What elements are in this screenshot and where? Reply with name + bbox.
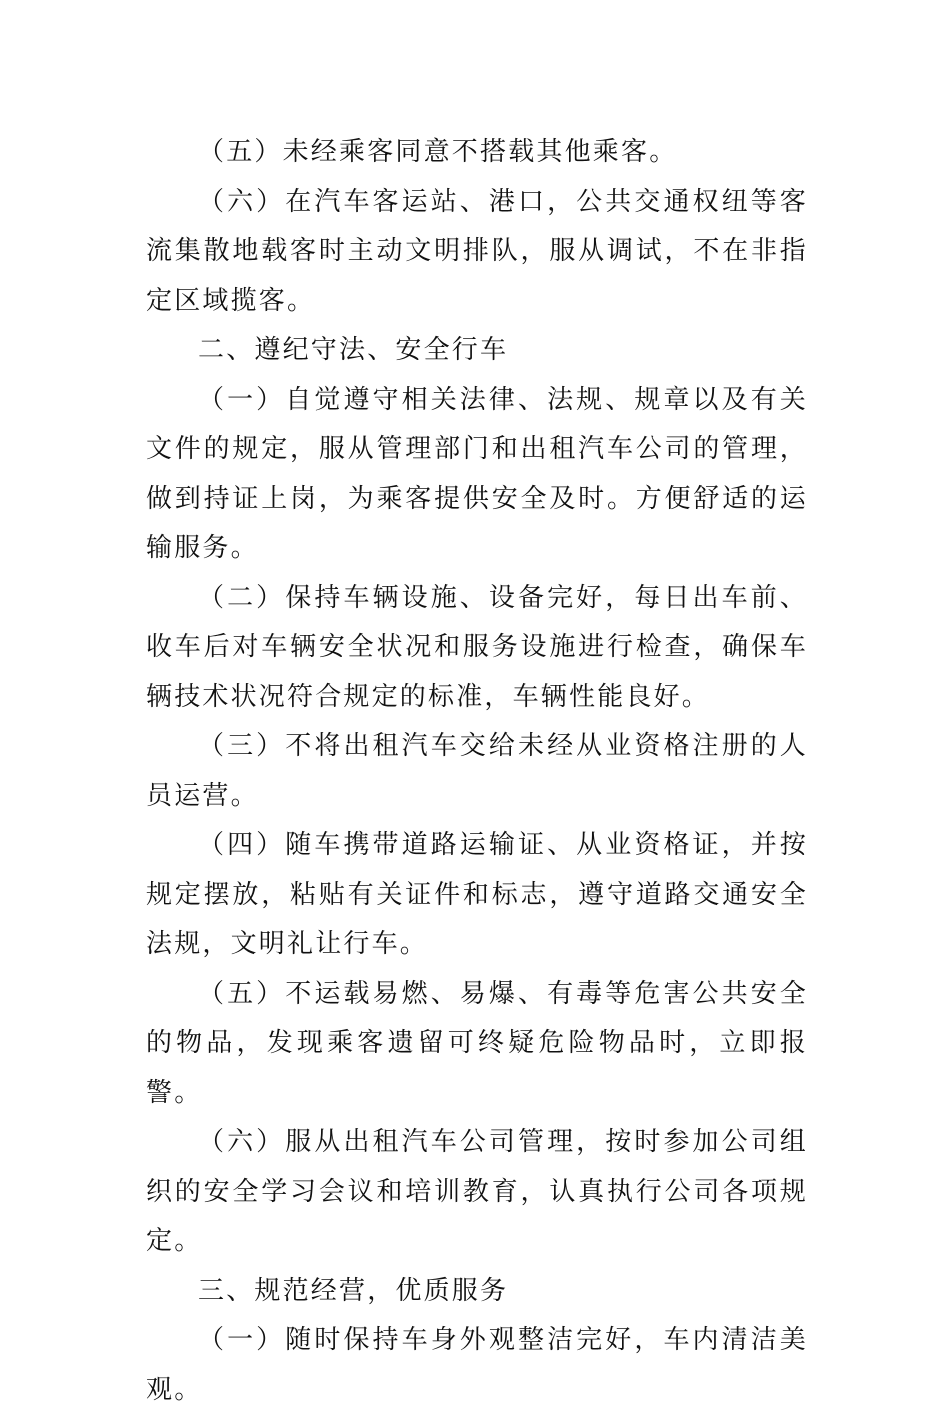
paragraph-7: （五）不运载易燃、易爆、有毒等危害公共安全的物品，发现乘客遗留可终疑危险物品时，立即报警。 (146, 978, 808, 1108)
paragraph-6: （四）随车携带道路运输证、从业资格证，并按规定摆放，粘贴有关证件和标志，遵守道路交通安全法规，文明礼让行车。 (146, 830, 808, 959)
document-body (146, 128, 808, 1415)
paragraph-4: （二）保持车辆设施、设备完好，每日出车前、收车后对车辆安全状况和服务设施进行检查，确保车辆技术状况符合规定的标准，车辆性能良好。 (146, 582, 808, 712)
paragraph-8: （六）服从出租汽车公司管理，按时参加公司组织的安全学习会议和培训教育，认真执行公司各项规定。 (146, 1127, 808, 1256)
paragraph-2: （六）在汽车客运站、港口，公共交通权纽等客流集散地载客时主动文明排队，服从调试，不在非指定区域揽客。 (146, 186, 808, 316)
paragraph-3: （一）自觉遵守相关法律、法规、规章以及有关文件的规定，服从管理部门和出租汽车公司的管理，做到持证上岗，为乘客提供安全及时。方便舒适的运输服务。 (146, 384, 808, 563)
paragraph-5: （三）不将出租汽车交给未经从业资格注册的人员运营。 (146, 731, 808, 811)
section-heading-2: 二、遵纪守法、安全行车 (198, 335, 509, 365)
section-heading-3: 三、规范经营，优质服务 (198, 1275, 509, 1306)
paragraph-1: （五）未经乘客同意不搭载其他乘客。 (198, 137, 678, 167)
paragraph-9: （一）随时保持车身外观整洁完好，车内清洁美观。 (146, 1325, 808, 1405)
